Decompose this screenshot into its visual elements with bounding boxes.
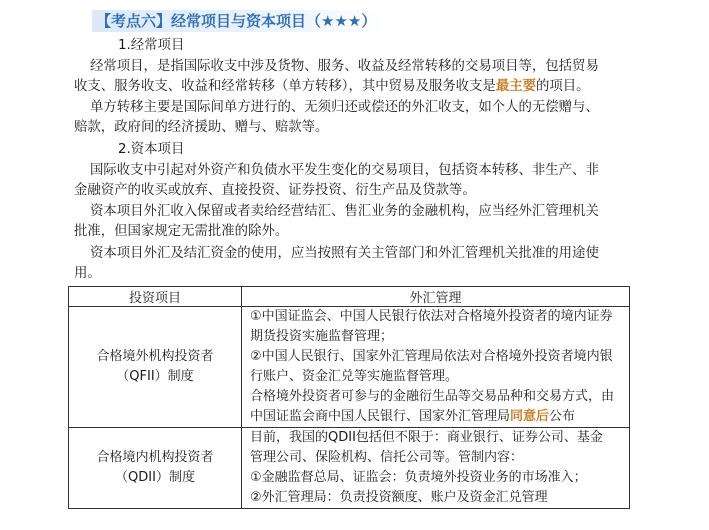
paragraph-line: 经常项目，是指国际收支中涉及货物、服务、收益及经常转移的交易项目等，包括贸易	[90, 59, 599, 74]
highlight-text: 最主要	[495, 79, 536, 94]
table-cell: 合格境内机构投资者 （QDII）制度	[69, 428, 242, 509]
paragraph-line: 金融资产的收买或放弃、直接投资、证券投资、衍生产品及贷款等。	[74, 183, 476, 198]
paragraph-line: 批准，但国家规定无需批准的除外。	[74, 224, 289, 239]
highlight-text: 同意后	[510, 409, 550, 424]
table-header-row	[69, 287, 630, 307]
table-header-cell: 外汇管理	[242, 287, 630, 307]
paragraph-line: 资本项目外汇及结汇资金的使用，应当按照有关主管部门和外汇管理机关批准的用途使	[90, 246, 599, 261]
table-row	[69, 428, 630, 509]
current-account-heading: 1.经常项目	[118, 38, 185, 53]
table-row	[69, 307, 630, 428]
paragraph-line: 资本项目外汇收入保留或者卖给经营结汇、售汇业务的金融机构，应当经外汇管理机关	[90, 204, 599, 219]
paragraph-line: 收支、服务收支、收益和经常转移（单方转移），其中贸易及服务收支是最主要的项目。	[74, 79, 590, 94]
paragraph-line: 国际收支中引起对外资产和负债水平发生变化的交易项目，包括资本转移、非生产、非	[90, 163, 599, 178]
forex-management-table	[68, 286, 630, 509]
paragraph-line: 赔款，政府间的经济援助、赠与、赔款等。	[74, 120, 329, 135]
table-header-cell: 投资项目	[69, 287, 242, 307]
section-title: 【考点六】经常项目与资本项目（★★★）	[92, 10, 384, 32]
paragraph-line: 单方转移主要是国际间单方进行的、无须归还或偿还的外汇收支，如个人的无偿赠与、	[90, 100, 599, 115]
table-cell: 目前，我国的QDII包括但不限于：商业银行、证券公司、基金 管理公司、保险机构、信托公司等。管制内容： ①金融监督总局、证监会：负责境外投资业务的市场准入； ②外汇管理局：负责投资额度、账户及资金汇兑管理	[242, 428, 630, 509]
table-cell: 合格境外机构投资者 （QFII）制度	[69, 307, 242, 428]
table-cell: ①中国证监会、中国人民银行依法对合格境外投资者的境内证券 期货投资实施监督管理； ②中国人民银行、国家外汇管理局依法对合格境外投资者境内银 行账户、资金汇兑等实施监督管理。 合格境外投资者可参与的金融衍生品等交易品种和交易方式，由 中国证监会商中国人民银行、国家外汇管理局同意后公布	[242, 307, 630, 428]
paragraph-line: 用。	[74, 266, 101, 281]
capital-account-heading: 2.资本项目	[118, 142, 185, 157]
